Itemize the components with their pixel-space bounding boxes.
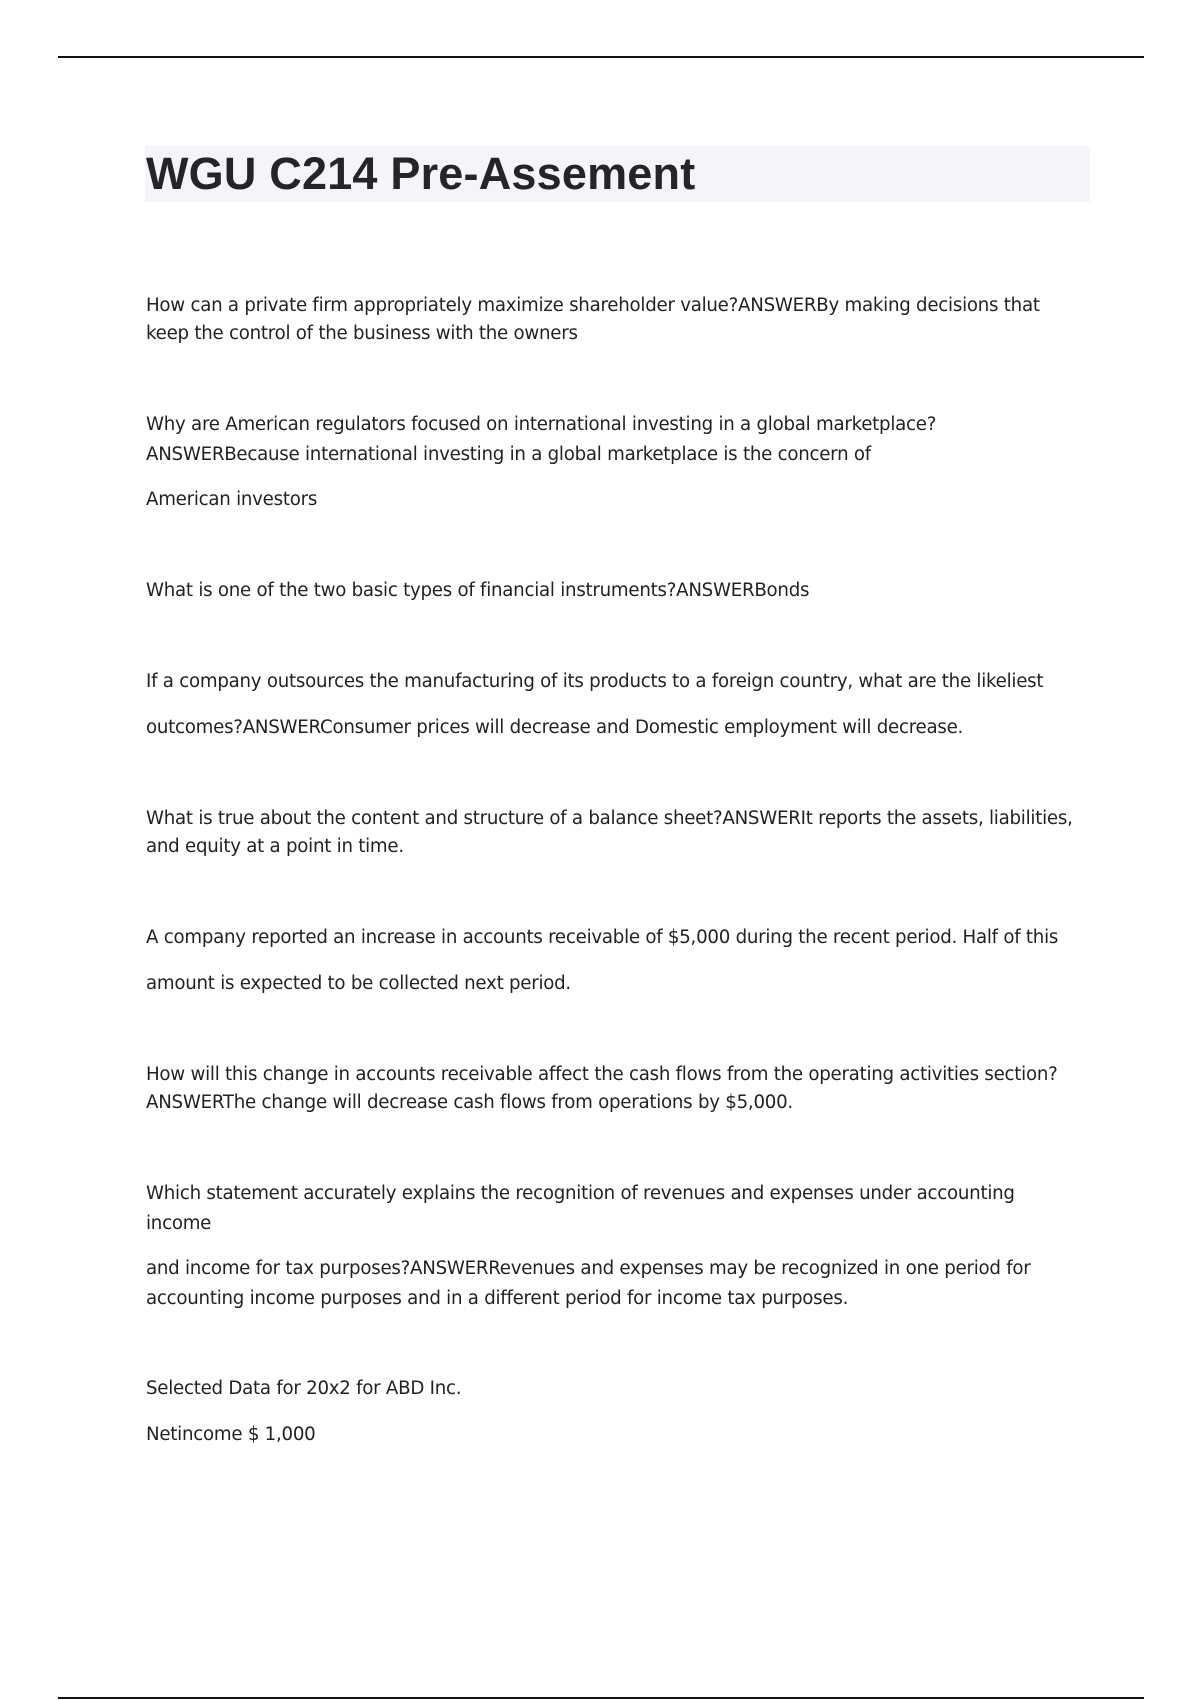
text-line: Selected Data for 20x2 for ABD Inc. xyxy=(146,1378,462,1399)
text-line: keep the control of the business with the owners xyxy=(146,323,578,344)
text-line: What is one of the two basic types of financial instruments?ANSWERBonds xyxy=(146,580,810,601)
bottom-rule xyxy=(58,1697,1144,1699)
text-line: ANSWERThe change will decrease cash flows from operations by $5,000. xyxy=(146,1092,793,1113)
text-line: How will this change in accounts receivable affect the cash flows from the operating activities section? xyxy=(146,1064,1058,1085)
top-rule xyxy=(58,56,1144,58)
text-line: and income for tax purposes?ANSWERRevenues and expenses may be recognized in one period for xyxy=(146,1258,1031,1279)
text-line: accounting income purposes and in a different period for income tax purposes. xyxy=(146,1288,849,1309)
text-line: What is true about the content and structure of a balance sheet?ANSWERIt reports the assets, liabilities, xyxy=(146,808,1073,829)
text-line: If a company outsources the manufacturing of its products to a foreign country, what are the likeliest xyxy=(146,671,1044,692)
text-line: Why are American regulators focused on international investing in a global marketplace? xyxy=(146,414,937,435)
text-line: and equity at a point in time. xyxy=(146,836,404,857)
text-line: income xyxy=(146,1213,212,1234)
text-line: A company reported an increase in accounts receivable of $5,000 during the recent period. Half of this xyxy=(146,927,1059,948)
text-line: Netincome $ 1,000 xyxy=(146,1424,316,1445)
text-line: How can a private firm appropriately maximize shareholder value?ANSWERBy making decisions that xyxy=(146,295,1040,316)
text-line: Which statement accurately explains the recognition of revenues and expenses under accounting xyxy=(146,1183,1015,1204)
text-line: ANSWERBecause international investing in a global marketplace is the concern of xyxy=(146,444,871,465)
page-title: WGU C214 Pre-Assement xyxy=(146,148,696,199)
text-line: outcomes?ANSWERConsumer prices will decrease and Domestic employment will decrease. xyxy=(146,717,964,738)
text-line: American investors xyxy=(146,489,318,510)
text-line: amount is expected to be collected next period. xyxy=(146,973,571,994)
